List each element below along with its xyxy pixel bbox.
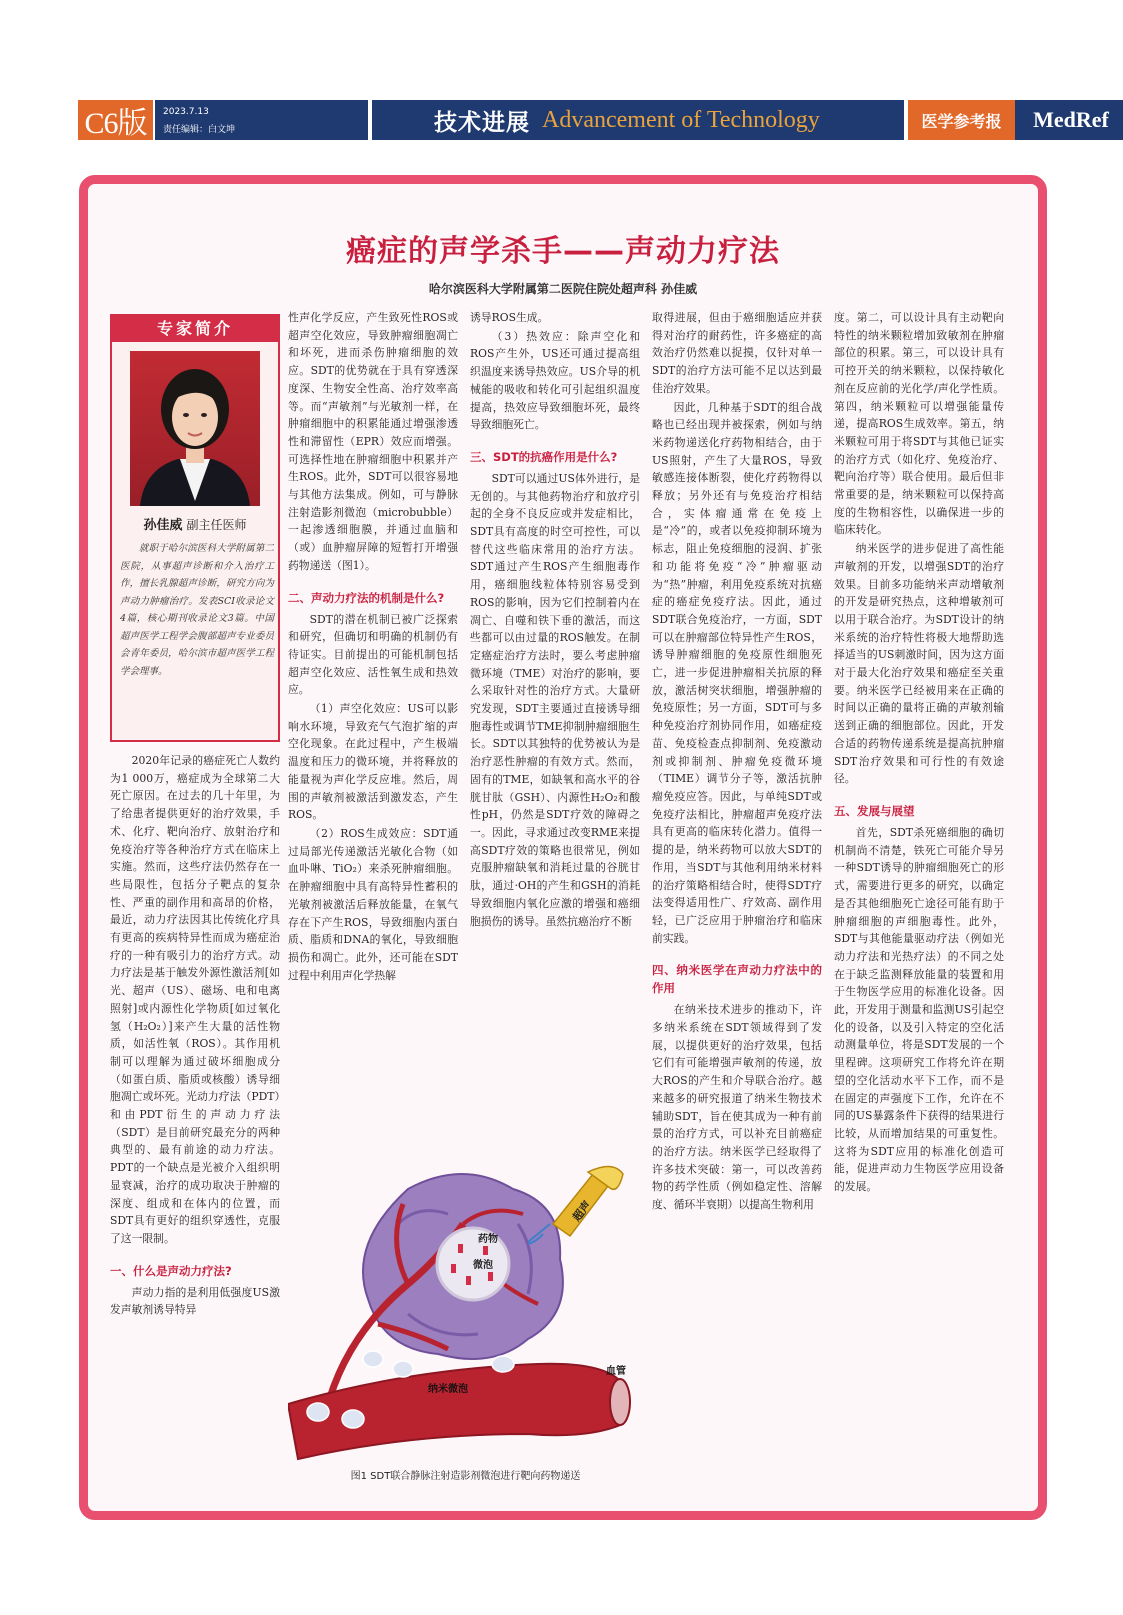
paragraph: 首先，SDT杀死癌细胞的确切机制尚不清楚，铁死亡可能介导另一种SDT诱导的肿瘤细胞死亡的形式，需要进行更多的研究，以确定是否其他细胞死亡途径可能有助于肿瘤细胞的声细胞毒性。此外，SDT与其他能量驱动疗法（例如光动力疗法和光热疗法）的不同之处在于缺乏监测释放能量的装置和用于生物医学应用的标准化设备。因此，开发用于测量和监测US引起空化的设备，以及引入特定的空化活动测量单位，将是SDT发展的一个里程碑。这项研究工作将允许在期望的空化活动水平下工作，而不是在固定的声强度下工作，允许在不同的US暴露条件下获得的结果进行比较，从而增加结果的可重复性。这将为SDT应用的标准化创造可能，促进声动力生物医学应用设备的发展。 — [834, 825, 1004, 1194]
paragraph: （3）热效应：除声空化和ROS产生外，US还可通过提高组织温度来诱导热效应。US介导的机械能的吸收和转化可引起组织温度提高，热效应导致细胞坏死，最终导致细胞死亡。 — [470, 329, 640, 432]
nano-bubble — [342, 1410, 364, 1428]
paper-name: 医学参考报 — [908, 100, 1015, 140]
section-heading-4: 四、纳米医学在声动力疗法中的作用 — [652, 963, 822, 996]
nano-bubble — [363, 1351, 383, 1367]
label-ultrasound: 超声 — [570, 1198, 594, 1224]
column-3 — [470, 309, 640, 931]
label-nanobubble: 纳米微泡 — [428, 1384, 468, 1395]
expert-name: 孙佳威 — [143, 518, 183, 533]
date-block — [155, 100, 368, 140]
paragraph: 在纳米技术进步的推动下，许多纳米系统在SDT领域得到了发展，以提供更好的治疗效果，包括它们有可能增强声敏剂的传递，放大ROS的产生和介导联合治疗。越来越多的研究报道了纳米生物技术辅助SDT，旨在使其成为一种有前景的治疗方式，可以补充目前癌症的治疗方法。纳米医学已经取得了许多技术突破：第一，可以改善药物的药学性质（例如稳定性、溶解度、循环半衰期）以提高生物利用 — [652, 1003, 822, 1212]
section-title-zh: 技术进展 — [434, 108, 530, 136]
column-4 — [652, 309, 822, 1215]
paragraph: （2）ROS生成效应：SDT通过局部光传递激活光敏化合物（如血卟啉、TiO₂）来杀死肿瘤细胞。在肿瘤细胞中具有高特异性蓄积的光敏剂被激活后释放能量，在氧气存在下产生ROS，导致细胞内蛋白质、脂质和DNA的氧化，导致细胞损伤和凋亡。此外，还可能在SDT过程中利用声化学热解 — [288, 826, 458, 982]
section-title-en: Advancement of Technology — [542, 106, 820, 133]
article-byline: 哈尔滨医科大学附属第二医院住院处超声科 孙佳威 — [428, 282, 698, 296]
paragraph: （1）声空化效应：US可以影响水环境，导致充气气泡扩缩的声空化现象。在此过程中，产生极端温度和压力的微环境，并将释放的能量视为声化学反应堆。然后，周围的声敏剂被激活到激发态，产生ROS。 — [288, 702, 458, 822]
section-heading-3: 三、SDT的抗癌作用是什么? — [470, 449, 618, 464]
paragraph: 度。第二，可以设计具有主动靶向特性的纳米颗粒增加致敏剂在肿瘤部位的积累。第三，可以设计具有可控开关的纳米颗粒，以保持敏化剂在反应前的光化学/声化学性质。第四，纳米颗粒可以增强能量传递，提高ROS生成效率。第五，纳米颗粒可用于将SDT与其他已证实的治疗方式（如化疗、免疫治疗、靶向治疗等）联合使用。最后但非常重要的是，纳米颗粒可以保持高度的生物相容性，以确保进一步的临床转化。 — [834, 311, 1004, 537]
section-heading-5: 五、发展与展望 — [834, 803, 915, 818]
expert-heading: 专家简介 — [112, 316, 278, 342]
article-title: 癌症的声学杀手——声动力疗法 — [346, 234, 780, 269]
paragraph: SDT可以通过US体外进行，是无创的。与其他药物治疗和放疗引起的全身不良反应或并发症相比，SDT具有高度的时空可控性，可以替代这些临床常用的治疗方法。SDT通过产生ROS产生细胞毒作用，癌细胞线粒体特别容易受到ROS的影响，因为它们控制着内在凋亡、自噬和铁下垂的激活，而这些都可以由过量的ROS触发。在制定癌症治疗方法时，要么考虑肿瘤微环境（TME）对治疗的影响，要么采取针对性的治疗方式。大量研究发现，SDT主要通过直接诱导细胞毒性或调节TME抑制肿瘤细胞生长。SDT以其独特的优势被认为是治疗恶性肿瘤的有效方式。然而，固有的TME，如缺氧和高水平的谷胱甘肽（GSH）、内源性H₂O₂和酸性pH，仍然是SDT疗效的障碍之一。因此，寻求通过改变RME来提高SDT疗效的策略也很常见，例如克服肿瘤缺氧和消耗过量的谷胱甘肽，通过·OH的产生和GSH的消耗导致细胞内氧化应激的增强和癌细胞损伤的诱导。虽然抗癌治疗不断 — [470, 471, 640, 928]
label-drug: 药物 — [478, 1234, 498, 1245]
issue-date: 2023.7.13 — [163, 107, 209, 117]
nano-bubble — [307, 1403, 329, 1421]
right-eye-shape — [201, 413, 207, 417]
left-eye-shape — [183, 413, 189, 417]
nano-bubble — [492, 1356, 514, 1372]
expert-portrait-photo — [130, 351, 260, 506]
paragraph: 2020年记录的癌症死亡人数约为1 000万，癌症成为全球第二大死亡原因。在过去的几十年里，为了给患者提供更好的治疗效果，手术、化疗、靶向治疗、放射治疗和免疫治疗等各种治疗方式在临床上实施。然而，这些疗法仍然存在一些局限性，包括分子靶点的复杂性、严重的副作用和高昂的价格，最近，动力疗法因其比传统化疗具有更高的疾病特异性而成为癌症治疗的一种有吸引力的治疗方式。动力疗法是基于触发外源性激活剂[如光、超声（US）、磁场、电和电离照射]或内源性化学物质[如过氧化氢（H₂O₂）]来产生大量的活性物质，如活性氧（ROS）。其作用机制可以理解为通过破坏细胞成分（如蛋白质、脂质或核酸）诱导细胞凋亡或坏死。光动力疗法（PDT）和由PDT衍生的声动力疗法（SDT）是目前研究最充分的两种典型的、最有前途的动力疗法。PDT的一个缺点是光被介入组织明显衰减，治疗的成功取决于肿瘤的深度、组成和在体内的位置，而SDT具有更好的组织穿透性，克服了这一限制。 — [110, 754, 280, 1245]
paragraph: 诱导ROS生成。 — [470, 311, 549, 324]
expert-name-line — [112, 514, 278, 533]
column-5 — [834, 309, 1004, 1197]
edition-label: C6版 — [78, 100, 153, 140]
label-microbubble: 微泡 — [473, 1260, 493, 1271]
editor-credit: 责任编辑：白文坤 — [163, 125, 236, 135]
portrait-illustration — [130, 351, 260, 506]
paragraph: 性声化学反应，产生致死性ROS或超声空化效应，导致肿瘤细胞凋亡和坏死，进而杀伤肿瘤细胞的效应。SDT的优势就在于具有穿透深度深、生物安全性高、治疗效率高等。而“声敏剂”与光敏剂一样，在肿瘤细胞中的积累能通过增强渗透性和滞留性（EPR）效应而增强。可选择性地在肿瘤细胞中积累并产生ROS。此外，SDT可以很容易地与其他方法集成。例如，可与静脉注射造影剂微泡（microbubble）一起渗透细胞膜，并通过血脑和（或）血肿瘤屏障的短暂打开增强药物递送（图1）。 — [288, 311, 458, 572]
vessel-opening — [610, 1379, 630, 1425]
drug-particle — [488, 1272, 493, 1281]
article-frame — [79, 175, 1047, 1520]
paragraph: SDT的潜在机制已被广泛探索和研究，但确切和明确的机制仍有待证实。目前提出的可能机制包括超声空化效应、活性氧生成和热效应。 — [288, 612, 458, 697]
masthead — [78, 100, 1109, 140]
sdt-illustration — [288, 1164, 643, 1464]
brand-logo: MedRef — [1015, 100, 1123, 140]
label-vessel: 血管 — [606, 1366, 626, 1377]
figure-caption: 图1 SDT联合静脉注射造影剂微泡进行靶向药物递送 — [350, 1471, 581, 1482]
expert-bio: 就职于哈尔滨医科大学附属第二医院，从事超声诊断和介入治疗工作，擅长乳腺超声诊断，研究方向为声动力肿瘤治疗。发表SCI收录论文4篇，核心期刊收录论文3篇。中国超声医学工程学会腹部超声专业委员会青年委员，哈尔滨市超声医学工程学会理事。 — [120, 543, 274, 677]
drug-particle — [466, 1276, 471, 1285]
drug-particle — [458, 1244, 463, 1253]
nano-bubble — [393, 1361, 413, 1377]
paragraph: 因此，几种基于SDT的组合战略也已经出现并被探索，例如与纳米药物递送化疗药物相结合，由于US照射，产生了大量ROS，导致敏感连接体断裂，使化疗药物得以释放；另外还有与免疫治疗相结合，实体瘤通常在免疫上是“冷”的，或者以免疫抑制环境为标志，阻止免疫细胞的浸润、扩张和功能将免疫“冷”肿瘤驱动为“热”肿瘤，利用免疫系统对抗癌症的癌症免疫疗法。因此，通过SDT联合免疫治疗，一方面，SDT可以在肿瘤部位特异性产生ROS，诱导肿瘤细胞的免疫原性细胞死亡，进一步促进肿瘤相关抗原的释放，激活树突状细胞，增强肿瘤的免疫原性；另一方面，SDT可与多种免疫治疗剂协同作用，如癌症疫苗、免疫检查点抑制剂、免疫激动剂或抑制剂、肿瘤免疫微环境（TIME）调节分子等，激活抗肿瘤免疫应答。因此，与单纯SDT或免疫疗法相比，肿瘤超声免疫疗法具有更高的临床转化潜力。值得一提的是，纳米药物可以放大SDT的作用，当SDT与其他利用纳米材料的治疗策略相结合时，使得SDT疗法变得适用性广、疗效高、副作用轻，已广泛应用于肿瘤治疗和临床前实践。 — [652, 400, 822, 945]
section-heading-2: 二、声动力疗法的机制是什么? — [288, 590, 445, 605]
section-heading-1: 一、什么是声动力疗法? — [110, 1263, 232, 1278]
paragraph: 纳米医学的进步促进了高性能声敏剂的开发，以增强SDT的治疗效果。目前多功能纳米声动增敏剂的开发是研究热点，这种增敏剂可以用于联合治疗。为SDT设计的纳米系统的治疗特性将极大地帮助选择适当的US刺激时间，因为这方面对于最大化治疗效果和癌症至关重要。纳米医学已经被用来在正确的时间以正确的量将正确的声敏剂输送到正确的细胞部位。因此，开发合适的药物传递系统是提高抗肿瘤SDT治疗效果和可行性的有效途径。 — [834, 542, 1004, 786]
expert-role: 副主任医师 — [186, 518, 247, 532]
column-2 — [288, 309, 458, 985]
section-banner — [372, 100, 904, 140]
drug-particle — [451, 1264, 456, 1273]
column-1 — [110, 752, 280, 1320]
paragraph: 取得进展，但由于癌细胞适应并获得对治疗的耐药性，许多癌症的高效治疗仍然难以捉摸，仅针对单一SDT的治疗方法可能不足以达到最佳治疗效果。 — [652, 311, 822, 395]
expert-profile — [110, 314, 280, 742]
drug-particle — [483, 1246, 488, 1255]
paragraph: 声动力指的是利用低强度US激发声敏剂诱导特异 — [110, 1285, 280, 1317]
